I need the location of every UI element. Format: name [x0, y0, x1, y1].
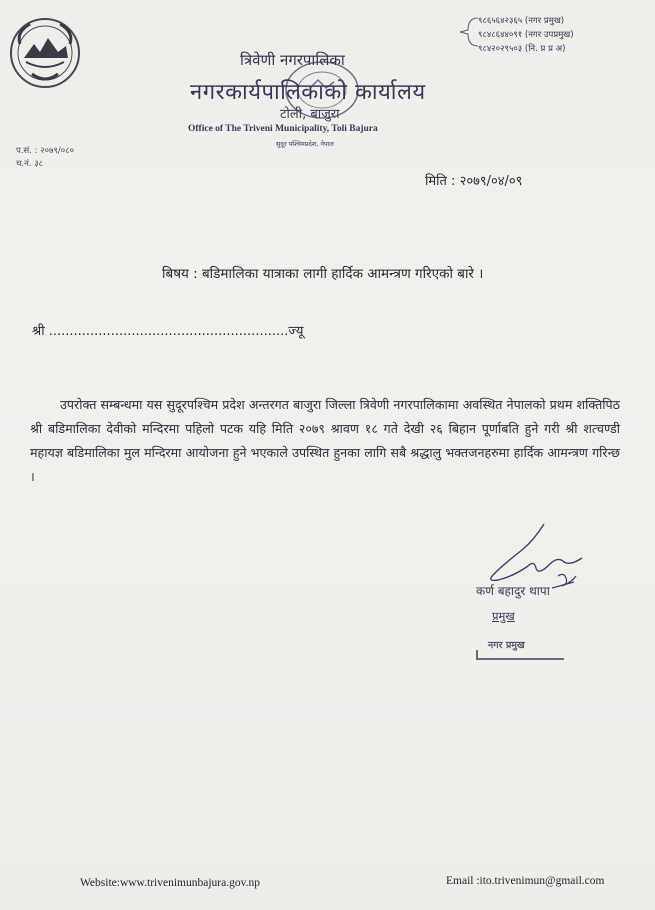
letter-subject: बिषय : बडिमालिका यात्राका लागी हार्दिक आमन्त्रण गरिएको बारे । — [162, 266, 484, 282]
phone-numbers — [478, 14, 574, 56]
seal-underline — [476, 658, 564, 660]
office-title-english: Office of The Triveni Municipality, Toli Bajura — [188, 124, 378, 134]
salutation: श्री ..........................................................ज्यू — [32, 324, 304, 339]
phone-deputy-mayor: ९८४८६४४०९१ (नगर उपप्रमुख) — [478, 30, 574, 40]
bracket-decoration — [458, 16, 480, 48]
footer-email: Email :ito.trivenimun@gmail.com — [446, 875, 605, 887]
phone-cao: ९८४२०२९५०३ (नि. प्र प्र अ) — [478, 44, 566, 54]
letter-number: प.सं. : २०७९/०८० — [16, 146, 75, 156]
reference-block — [16, 145, 74, 171]
office-stamp — [282, 58, 362, 122]
municipality-name: त्रिवेणी नगरपालिका — [240, 51, 345, 69]
signatory-name: कर्ण बहादुर थापा — [476, 584, 550, 598]
seal-title: नगर प्रमुख — [488, 640, 525, 651]
province-line: सुदूर पश्चिमप्रदेश, नेपाल — [276, 140, 334, 148]
nepal-emblem-logo — [6, 14, 84, 92]
dispatch-number: च.नं. ३८ — [16, 159, 44, 169]
office-title: नगरकार्यपालिकाको कार्यालय — [190, 80, 426, 105]
footer-website: Website:www.trivenimunbajura.gov.np — [80, 877, 260, 889]
signatory-title: प्रमुख — [492, 609, 515, 623]
letter-body: उपरोक्त सम्बन्धमा यस सुदूरपश्चिम प्रदेश अन्तरगत बाजुरा जिल्ला त्रिवेणी नगरपालिकामा अवस्थित नेपालको प्रथम शक्तिपिठ श्री बडिमालिका देवीको मन्दिरमा पहिलो पटक यहि मिति २०७९ श्रावण १८ गते देखी २६ बिहान पूर्णाबति हुने गरी श्री शत्चण्डी महायज्ञ बडिमालिका मुल मन्दिरमा आयोजना हुने भएकाले उपस्थित हुनका लागि सबै श्रद्धालु भक्तजनहरुमा हार्दिक आमन्त्रण गरिन्छ । — [30, 397, 620, 484]
phone-mayor: ९८६५६४२३६५ (नगर प्रमुख) — [478, 16, 565, 26]
letter-date: मिति : २०७९/०४/०९ — [425, 174, 523, 189]
office-place: टोली, बाजुरा — [280, 107, 340, 122]
